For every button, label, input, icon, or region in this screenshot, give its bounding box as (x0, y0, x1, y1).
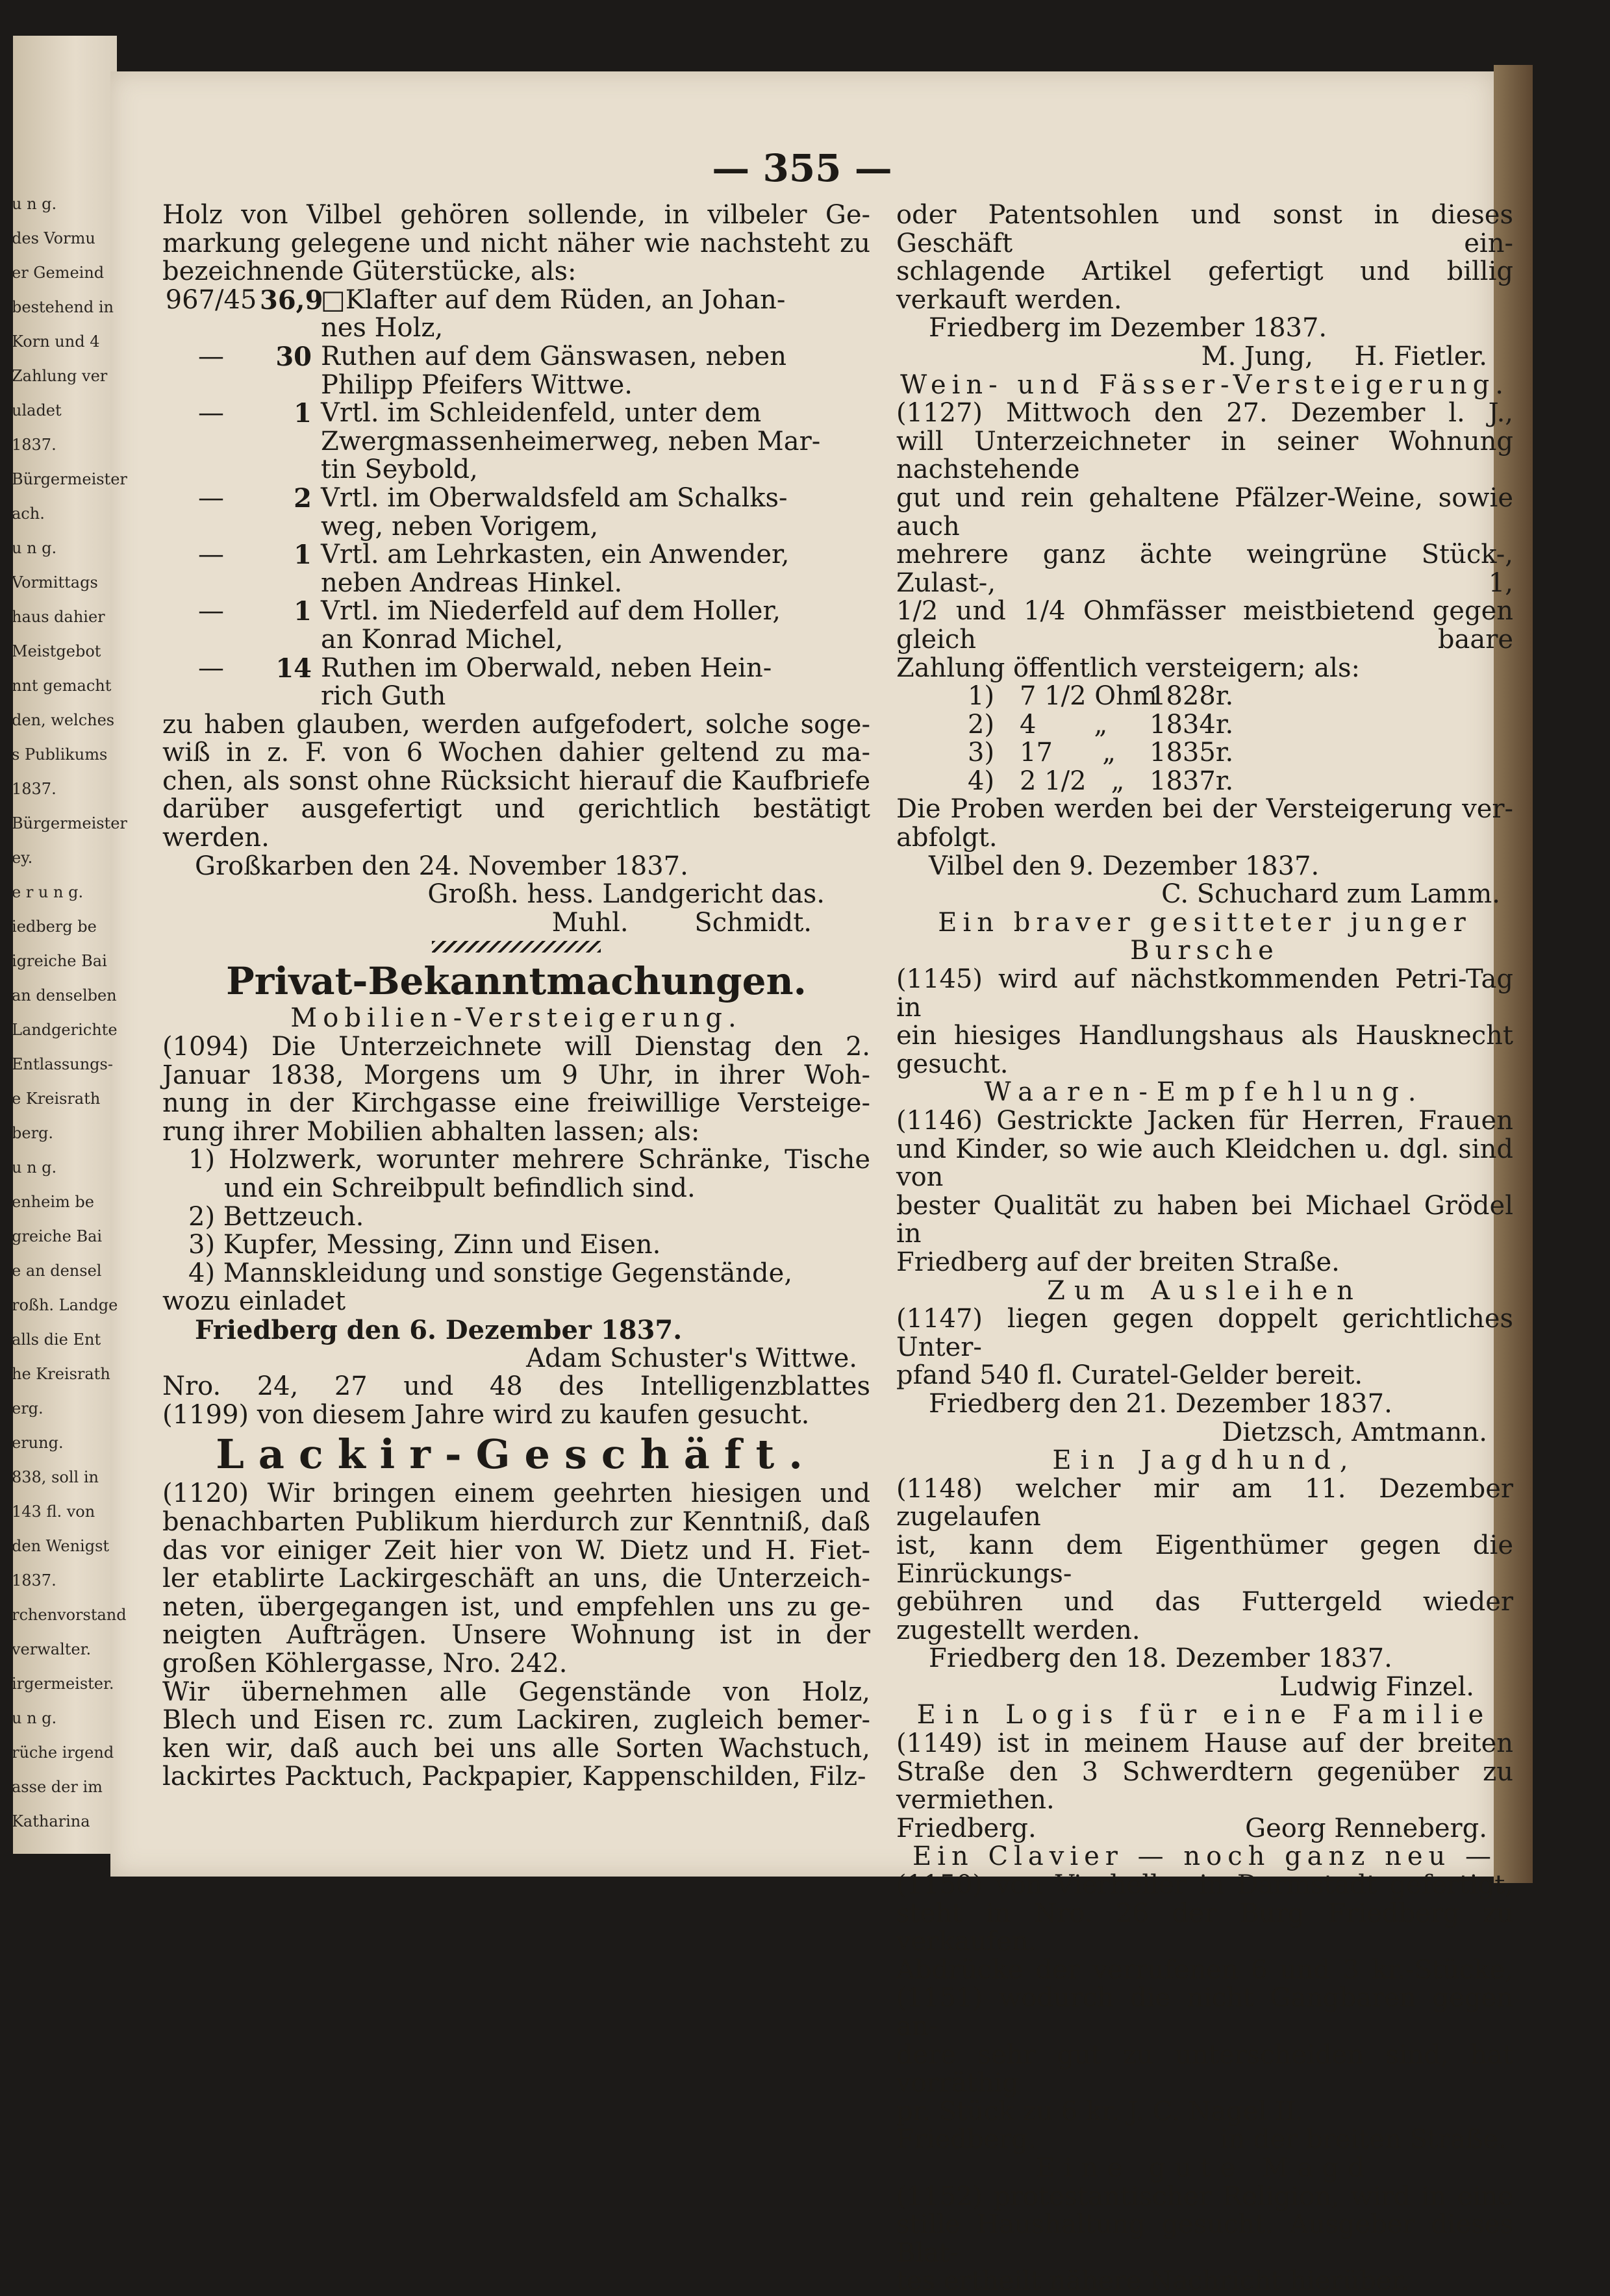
lackir-cont-line: lackirtes Packtuch, Packpapier, Kappenschilden, Filz- (162, 1762, 866, 1792)
facing-page-fragment: ey. (12, 849, 33, 867)
facing-page-fragment: u n g. (12, 195, 57, 213)
abdruecke-line: pr. Stück zu 6 kr. J. C. Nagel II. (896, 2096, 1304, 2127)
mobilien-line: (1094) Die Unterzeichnete will Dienstag den 2. (162, 1032, 870, 1062)
place-date: Großkarben den 24. November 1837. (195, 851, 688, 881)
wein-sign: C. Schuchard zum Lamm. (1161, 879, 1500, 910)
logis-place: Friedberg. (896, 1813, 1037, 1843)
lot-amount: 1 (294, 398, 312, 429)
lot-dash (162, 428, 260, 456)
abdruecke-line: (1151) wodurch die nicht Gangbaren gegen an- (896, 1983, 1513, 2041)
clavier-title: Ein Clavier — noch ganz neu — (912, 1841, 1497, 1872)
lot-row (162, 371, 870, 400)
facing-page-fragment: an denselben (12, 986, 117, 1004)
lot-text: Vrtl. im Niederfeld auf dem Holler, (321, 596, 781, 627)
wein-end-line: Die Proben werden bei der Versteigerung ver- (896, 794, 1513, 825)
waaren-title: Waaren-Empfehlung. (984, 1077, 1426, 1108)
facing-page-fragment: e an densel (12, 1262, 102, 1280)
facing-page-fragment: igreiche Bai (12, 952, 107, 970)
lackir-line: neigten Aufträgen. Unsere Wohnung ist in der (162, 1620, 870, 1651)
magd-line: tes ertheilt nähere Nachricht hierüber. (896, 2266, 1409, 2296)
lot-text: neben Andreas Hinkel. (321, 568, 623, 598)
facing-page-fragment: 1837. (12, 780, 57, 798)
signers: Muhl. Schmidt. (551, 907, 812, 938)
section-title: Privat-Bekanntmachungen. (226, 959, 807, 1004)
lackir-cont-line: Blech und Eisen rc. zum Lackiren, zugleich bemer- (162, 1705, 870, 1736)
ausleihen-title: Zum Ausleihen (1047, 1275, 1363, 1306)
outro-line: chen, als sonst ohne Rücksicht hierauf die Kaufbriefe (162, 766, 870, 796)
facing-page-fragment: den, welches (12, 711, 115, 729)
lot-dash: — (198, 482, 224, 513)
lackir-line: neten, übergegangen ist, und empfehlen uns zu ge- (162, 1591, 870, 1622)
intro-line: markung gelegene und nicht näher wie nachsteht zu (162, 228, 870, 258)
wine-n: 3) (968, 738, 995, 768)
mobilien-line: rung ihrer Mobilien abhalten lassen; als: (162, 1116, 700, 1147)
wine-y: 1834r. (1150, 709, 1234, 740)
jagd-sign: Ludwig Finzel. (1279, 1671, 1474, 1702)
lot-row (162, 399, 870, 428)
wine-n: 2) (968, 709, 995, 740)
facing-page-fragment: Bürgermeister (12, 814, 127, 832)
wein-line: (1127) Mittwoch den 27. Dezember l. J., (896, 398, 1513, 429)
wein-title: Wein- und Fässer-Versteigerung. (900, 369, 1509, 400)
wine-q: 7 1/2 Ohm (1020, 681, 1157, 712)
facing-page-fragment: u n g. (12, 1709, 57, 1727)
lot-text: Vrtl. im Schleidenfeld, unter dem (321, 398, 762, 429)
mob-sign: Adam Schuster's Wittwe. (526, 1343, 857, 1373)
lot-amount: 14 (275, 653, 312, 684)
facing-page-fragment: 1837. (12, 1571, 57, 1590)
ausleihen-line: pfand 540 fl. Curatel-Gelder bereit. (896, 1360, 1363, 1391)
lackir-line: (1120) Wir bringen einem geehrten hiesigen und (162, 1479, 870, 1509)
abdruecke-line: dere sehr gut zu unterscheiden sind, hat vorräthig (896, 2040, 1513, 2099)
lot-text: Vrtl. am Lehrkasten, ein Anwender, (321, 540, 790, 570)
waaren-line: bester Qualität zu haben bei Michael Grödel in (896, 1190, 1513, 1249)
facing-page-fragment: verwalter. (12, 1640, 92, 1658)
lot-dash (162, 314, 260, 343)
logis-sign: Georg Renneberg. (1245, 1813, 1487, 1843)
lackir-line: ler etablirte Lackirgeschäft an uns, die Unterzeich- (162, 1564, 870, 1594)
wine-q: 4 „ (1020, 709, 1108, 740)
facing-page-fragment: e r u n g. (12, 883, 84, 901)
facing-page-fragment: Entlassungs- (12, 1055, 113, 1073)
continuation-line: schlagende Artikel gefertigt und billig verkauft werden. (896, 256, 1513, 315)
lot-dash (162, 371, 260, 400)
lot-text: Vrtl. im Oberwaldsfeld am Schalks- (321, 482, 788, 513)
outro-line: zu haben glauben, werden aufgefodert, solche soge- (162, 709, 870, 740)
facing-page-fragment: roßh. Landge (12, 1296, 118, 1314)
lot-text: nes Holz, (321, 313, 444, 343)
mobilien-item: 1) Holzwerk, worunter mehrere Schränke, Tische (188, 1145, 870, 1175)
facing-page-fragment: ach. (12, 505, 45, 523)
lackir-line: großen Köhlergasse, Nro. 242. (162, 1648, 568, 1678)
logis-line: Straße den 3 Schwerdtern gegenüber zu vermiethen. (896, 1756, 1513, 1816)
facing-page-fragment: alls die Ent (12, 1330, 101, 1349)
lot-dash: — (198, 398, 224, 429)
lackir-line: benachbarten Publikum hierdurch zur Kenntniß, daß (162, 1506, 870, 1537)
mob-end: wozu einladet (162, 1286, 346, 1317)
facing-page-fragment: erg. (12, 1399, 44, 1417)
wein-line: mehrere ganz ächte weingrüne Stück-, Zulast-, 1, (896, 540, 1513, 598)
wine-row (896, 767, 1513, 796)
wein-place: Vilbel den 9. Dezember 1837. (929, 851, 1320, 881)
facing-page-fragment: iedberg be (12, 917, 97, 936)
lot-amount: 30 (275, 341, 312, 372)
magd-title: Eine gute Magd (1036, 2152, 1374, 2183)
mobilien-line: Januar 1838, Morgens um 9 Uhr, in ihrer Woh- (162, 1060, 870, 1090)
wine-y: 1835r. (1150, 738, 1234, 768)
wine-n: 4) (968, 766, 995, 796)
wine-row (896, 739, 1513, 767)
facing-page-fragment: haus dahier (12, 608, 105, 626)
lot-row (162, 597, 870, 626)
wine-y: 1828r. (1150, 681, 1234, 712)
lot-row (162, 626, 870, 655)
wein-end-line: abfolgt. (896, 823, 998, 853)
waaren-line: (1146) Gestrickte Jacken für Herren, Frauen (896, 1106, 1513, 1136)
bursche-line: (1145) wird auf nächstkommenden Petri-Tag in (896, 964, 1513, 1023)
intro-line: Holz von Vilbel gehören sollende, in vilbeler Ge- (162, 200, 870, 230)
mobilien-item: 4) Mannskleidung und sonstige Gegenstände, (188, 1258, 793, 1288)
wine-q: 17 „ (1020, 738, 1116, 768)
lot-text: rich Guth (321, 681, 446, 712)
lot-text: Ruthen auf dem Gänswasen, neben (321, 341, 786, 371)
bursche-line: ein hiesiges Handlungshaus als Hausknecht gesucht. (896, 1021, 1513, 1079)
lot-text: Philipp Pfeifers Wittwe. (321, 369, 633, 400)
facing-page-fragment: rchenvorstand (12, 1606, 127, 1624)
lot-text: Ruthen im Oberwald, neben Hein- (321, 653, 772, 683)
lot-amount (260, 682, 321, 711)
facing-page-fragment: asse der im (12, 1778, 103, 1796)
right-column (896, 201, 1513, 2296)
lot-dash: — (198, 596, 224, 627)
lot-dash (162, 456, 260, 484)
waaren-line: Friedberg auf der breiten Straße. (896, 1247, 1340, 1277)
lot-amount: 1 (294, 540, 312, 571)
lot-amount (260, 513, 321, 542)
abdr-sign: in der breiten Straße. (1220, 2125, 1507, 2155)
wein-line: will Unterzeichneter in seiner Wohnung nachstehende (896, 426, 1513, 485)
facing-page-fragment: enheim be (12, 1193, 94, 1211)
facing-page-fragment: bestehend in (12, 298, 114, 316)
facing-page-fragment: berg. (12, 1124, 54, 1142)
wine-row (896, 682, 1513, 711)
lot-row (162, 569, 870, 598)
lot-amount (260, 314, 321, 343)
lot-row (162, 484, 870, 513)
jagd-title: Ein Jagdhund, (1052, 1445, 1357, 1476)
facing-page-fragment: Korn und 4 (12, 332, 100, 351)
magd-line: (1152) protestantischer Religion, wird in eine (896, 2181, 1513, 2212)
facing-page-fragment: er Gemeind (12, 264, 105, 282)
lot-dash: 967/45 (165, 284, 257, 315)
lot-amount (260, 569, 321, 598)
logis-line: (1149) ist in meinem Hause auf der breiten (896, 1728, 1513, 1759)
wine-y: 1837r. (1150, 766, 1234, 796)
outro-line: wiß in z. F. von 6 Wochen dahier geltend zu ma- (162, 738, 870, 768)
lot-amount (260, 428, 321, 456)
facing-page-fragment: Katharina (12, 1812, 90, 1830)
facing-page-fragment: he Kreisrath (12, 1365, 110, 1383)
wine-n: 1) (968, 681, 995, 712)
lot-dash (162, 513, 260, 542)
court-name: Großh. hess. Landgericht das. (427, 879, 825, 910)
lot-dash (162, 682, 260, 711)
lot-text: an Konrad Michel, (321, 624, 564, 655)
logis-title: Ein Logis für eine Familie (916, 1700, 1493, 1730)
wein-line: Zahlung öffentlich versteigern; als: (896, 653, 1360, 683)
outro-line: darüber ausgefertigt und gerichtlich bestätigt werden. (162, 794, 870, 853)
lot-dash: — (198, 540, 224, 570)
nro-line: Nro. 24, 27 und 48 des Intelligenzblattes (162, 1371, 870, 1402)
lot-text: tin Seybold, (321, 455, 478, 485)
facing-page-fragment: 838, soll in (12, 1468, 99, 1486)
facing-page-fragment: 143 fl. von (12, 1503, 95, 1521)
lot-amount (260, 626, 321, 655)
lot-text: □Klafter auf dem Rüden, an Johan- (321, 284, 786, 315)
ausleihen-line: (1147) liegen gegen doppelt gerichtliches Unter- (896, 1304, 1513, 1362)
bursche-title: Ein braver gesitteter junger Bursche (938, 907, 1472, 966)
document-page (110, 71, 1513, 2296)
lot-row (162, 456, 870, 484)
lot-amount: 2 (294, 482, 312, 514)
continuation-line: oder Patentsohlen und sonst in dieses Geschäft ein- (896, 200, 1513, 258)
abdruecke-title: Abdrücke der verrufenen 6 und 3 kr.-Stücke, (896, 1954, 1513, 1985)
wine-row (896, 711, 1513, 740)
ausleihen-place: Friedberg den 21. Dezember 1837. (929, 1388, 1392, 1419)
lot-row (162, 513, 870, 542)
left-column (162, 201, 870, 1791)
lot-row (162, 343, 870, 371)
facing-page-fragment: Zahlung ver (12, 367, 108, 385)
mobilien-item: und ein Schreibpult befindlich sind. (224, 1173, 696, 1203)
lot-amount: 36,9 (260, 284, 323, 316)
lackir-line: das vor einiger Zeit hier von W. Dietz und H. Fiet- (162, 1535, 870, 1566)
facing-page-fragment: irgermeister. (12, 1675, 114, 1693)
lot-row (162, 682, 870, 711)
magd-line: stille Haushaltung gesucht. Ausgeber dieses Blat- (896, 2210, 1513, 2268)
facing-page-fragment: Vormittags (12, 573, 98, 592)
clavier-line: steht in Nro. 26 der Burg Friedberg zu verkaufen. (896, 1898, 1513, 1957)
lackir-title: Lackir-Geschäft. (216, 1430, 817, 1479)
facing-page-fragment: rüche irgend (12, 1743, 114, 1762)
facing-page-fragment: den Wenigst (12, 1537, 110, 1555)
intro-line: bezeichnende Güterstücke, als: (162, 256, 577, 287)
lot-dash: — (198, 653, 224, 683)
lot-dash (162, 626, 260, 655)
lot-row (162, 286, 870, 315)
facing-page-fragment: Bürgermeister (12, 470, 127, 488)
lackir-cont-line: ken wir, daß auch bei uns alle Sorten Wachstuch, (162, 1733, 870, 1764)
lot-amount (260, 456, 321, 484)
facing-page-fragment: des Vormu (12, 229, 95, 247)
abdr-place: Friedberg. (896, 2125, 1037, 2155)
facing-page-fragment: Meistgebot (12, 642, 101, 660)
facing-page-fragment: e Kreisrath (12, 1090, 101, 1108)
lot-amount: 1 (294, 596, 312, 627)
facing-page-fragment: erung. (12, 1434, 64, 1452)
jagd-line: (1148) welcher mir am 11. Dezember zugelaufen (896, 1473, 1513, 1532)
wein-line: 1/2 und 1/4 Ohmfässer meistbietend gegen gleich baare (896, 596, 1513, 655)
lot-dash: — (198, 341, 224, 371)
facing-page-fragment: s Publikums (12, 745, 108, 764)
mobilien-item: 2) Bettzeuch. (188, 1201, 364, 1232)
jagd-line: ist, kann dem Eigenthümer gegen die Einrückungs- (896, 1530, 1513, 1589)
mobilien-title: Mobilien-Versteigerung. (290, 1003, 742, 1034)
lot-row (162, 655, 870, 683)
lot-row (162, 314, 870, 343)
facing-page-fragment: nnt gemacht (12, 677, 112, 695)
cont-sign: M. Jung, H. Fietler. (1201, 341, 1487, 371)
jagd-place: Friedberg den 18. Dezember 1837. (929, 1643, 1392, 1674)
lot-amount (260, 371, 321, 400)
waaren-line: und Kinder, so wie auch Kleidchen u. dgl. sind von (896, 1134, 1513, 1193)
facing-page-fragment: u n g. (12, 1158, 57, 1177)
cont-place: Friedberg im Dezember 1837. (929, 313, 1327, 343)
clavier-line: (1150) von Vierheller in Darmstadt gefertigt, (896, 1870, 1513, 1901)
lot-row (162, 541, 870, 569)
jagd-line: gebühren und das Futtergeld wieder zugestellt werden. (896, 1587, 1513, 1645)
facing-page-fragment: greiche Bai (12, 1227, 103, 1245)
lot-text: weg, neben Vorigem, (321, 511, 599, 542)
facing-page-fragment: Landgerichte (12, 1021, 118, 1039)
facing-page-fragment: u n g. (12, 539, 57, 557)
mobilien-item: 3) Kupfer, Messing, Zinn und Eisen. (188, 1230, 661, 1260)
lackir-cont-line: Wir übernehmen alle Gegenstände von Holz, (162, 1677, 870, 1707)
mobilien-line: nung in der Kirchgasse eine freiwillige Versteige- (162, 1088, 870, 1119)
ausleihen-sign: Dietzsch, Amtmann. (1222, 1417, 1487, 1447)
lot-row (162, 428, 870, 456)
mob-place: Friedberg den 6. Dezember 1837. (195, 1314, 683, 1345)
lot-text: Zwergmassenheimerweg, neben Mar- (321, 426, 821, 456)
wine-q: 2 1/2 „ (1020, 766, 1125, 796)
nro-line: (1199) von diesem Jahre wird zu kaufen gesucht. (162, 1399, 810, 1430)
decorative-rule (432, 941, 601, 953)
lot-dash (162, 569, 260, 598)
facing-page-fragment: uladet (12, 401, 62, 419)
wein-line: gut und rein gehaltene Pfälzer-Weine, sowie auch (896, 482, 1513, 542)
page-number: — 355 — (712, 146, 892, 190)
facing-page-fragment: 1837. (12, 436, 57, 454)
